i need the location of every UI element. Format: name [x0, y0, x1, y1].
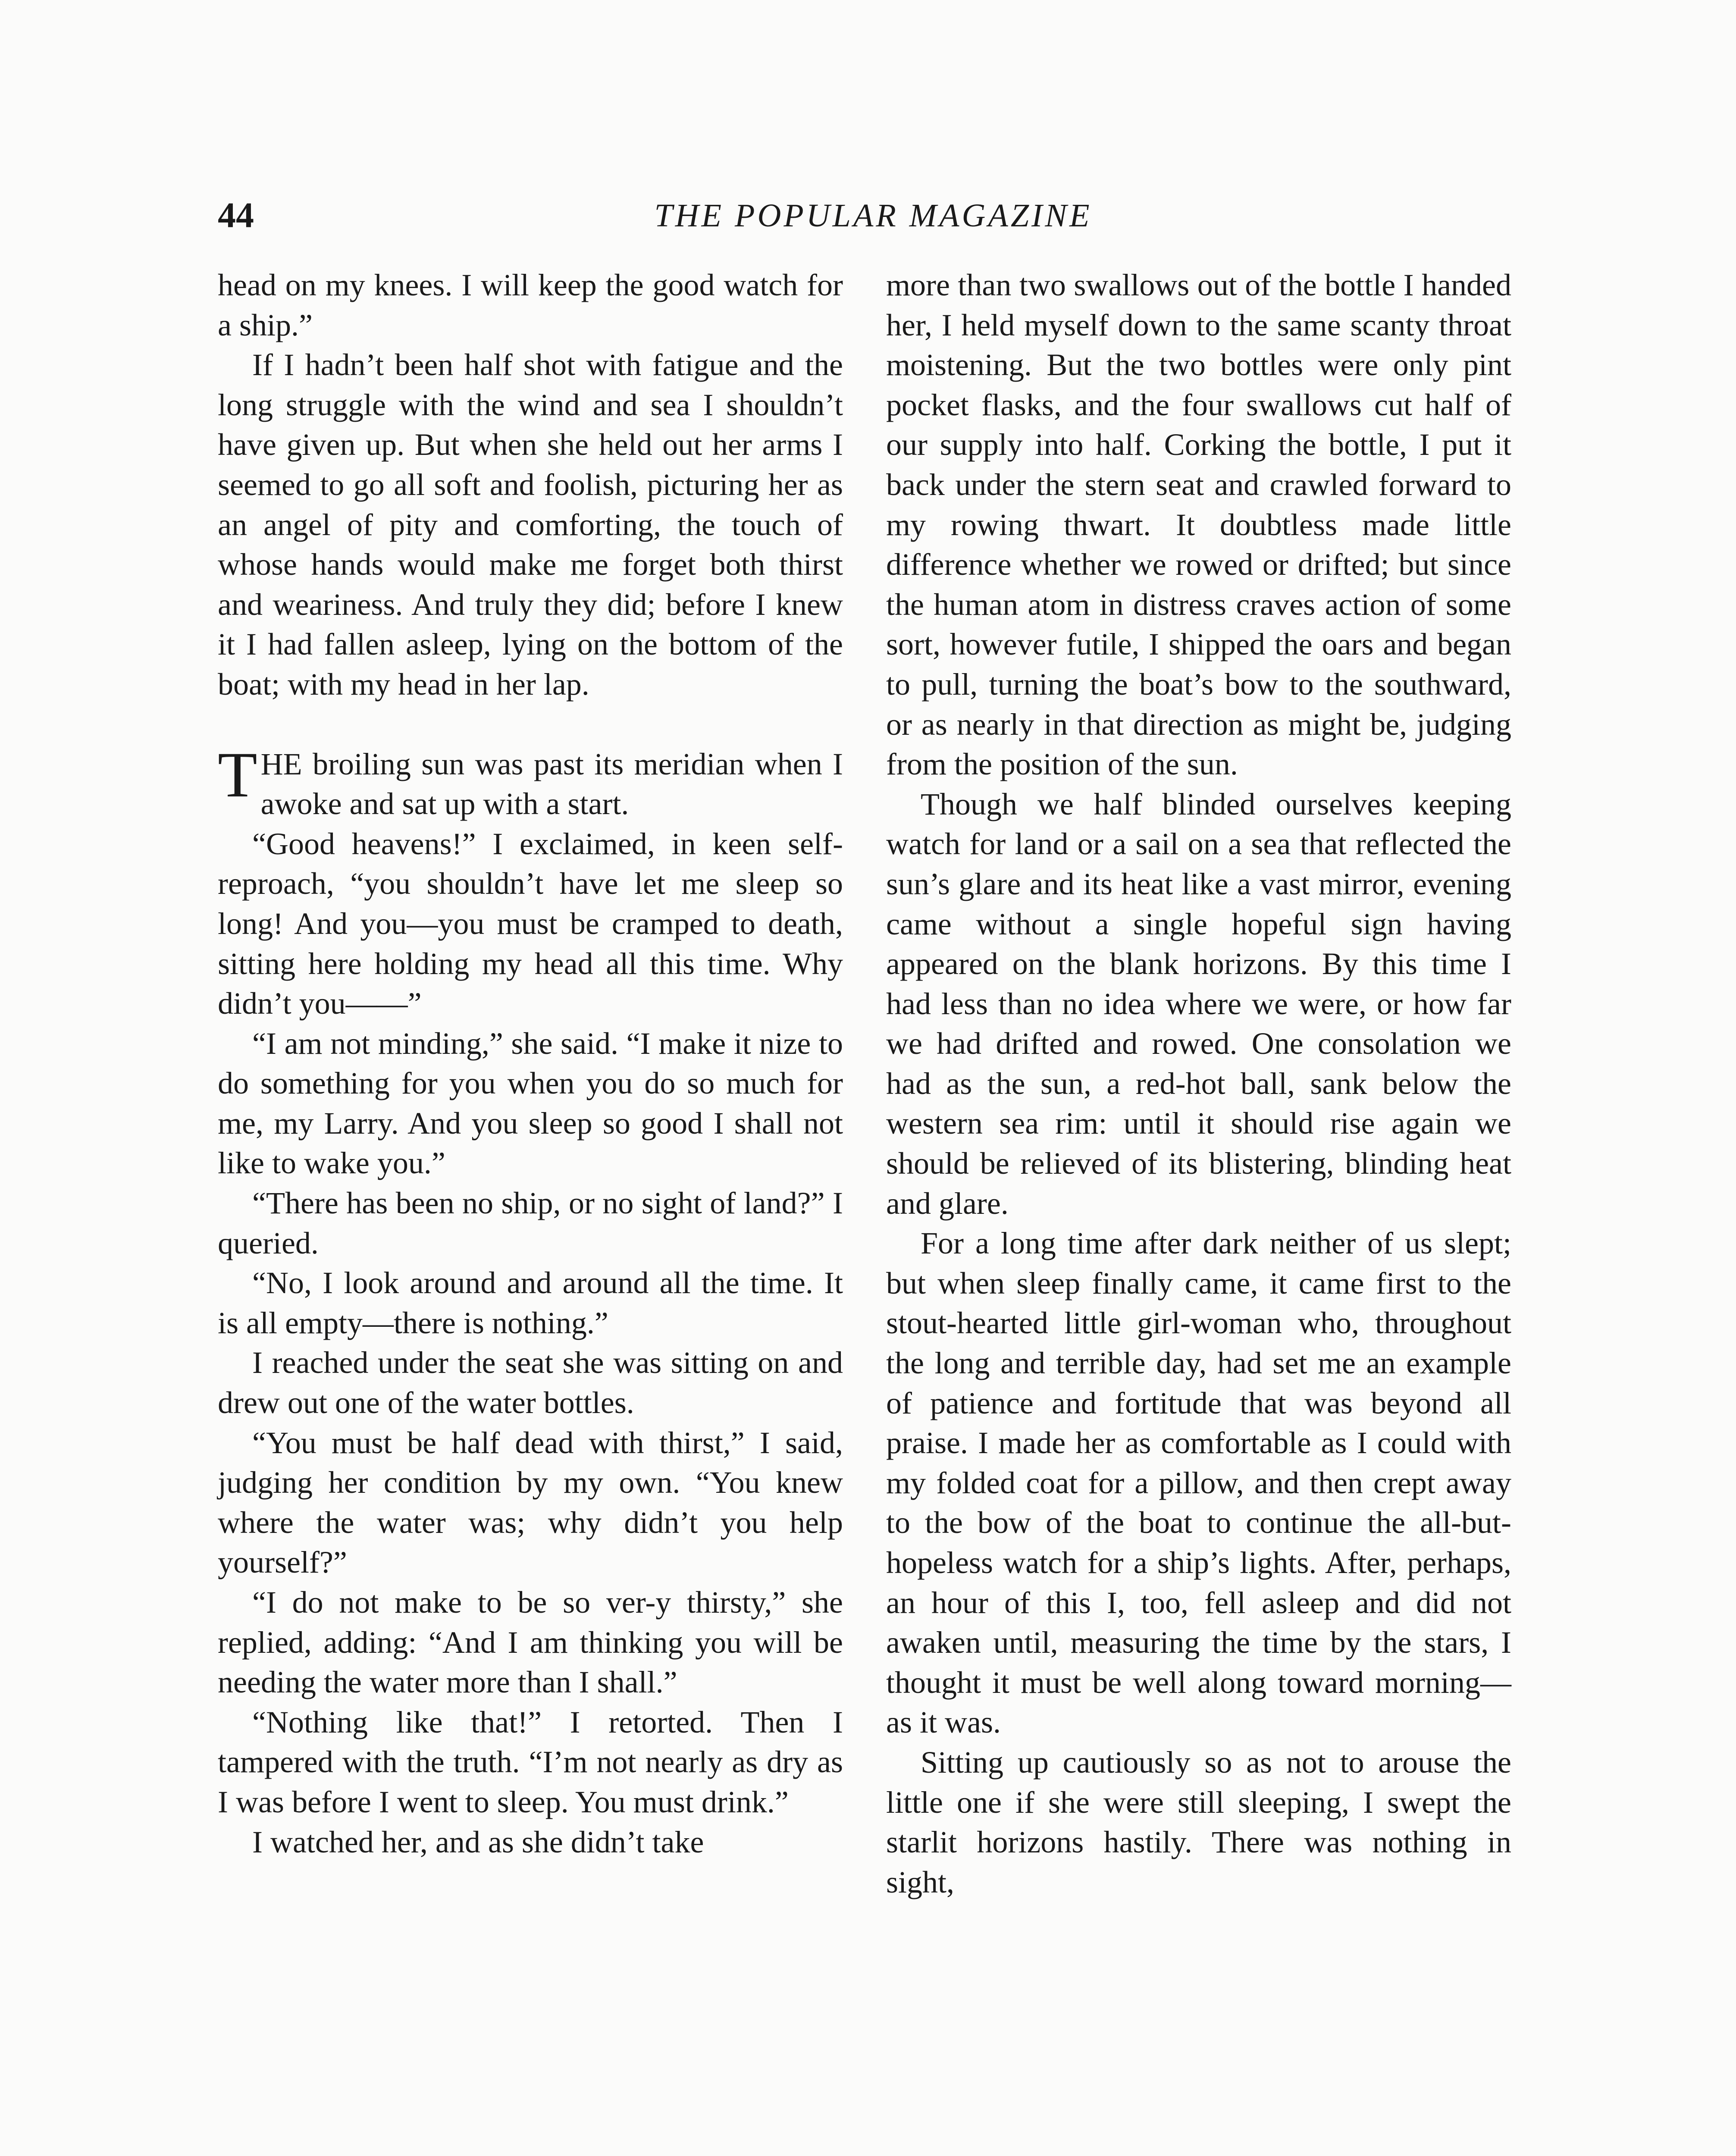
left-column	[218, 265, 843, 1862]
paragraph: more than two swallows out of the bottle I handed her, I held myself down to the same scanty throat moistening. But the two bottles were only pint pocket flasks, and the four swallows cut half of our supply into half. Corking the bottle, I put it back under the stern seat and crawled forward to my rowing thwart. It doubtless made little difference whether we rowed or drifted; but since the human atom in distress craves action of some sort, however futile, I shipped the oars and began to pull, turning the boat’s bow to the southward, or as nearly in that direction as might be, judging from the position of the sun.	[886, 268, 1511, 782]
right-column	[886, 265, 1511, 1902]
running-head	[218, 196, 1529, 235]
paragraph: “Nothing like that!” I retorted. Then I tampered with the truth. “I’m not nearly as dry as I was before I went to sleep. You must drink.”	[218, 1705, 843, 1819]
paragraph: If I hadn’t been half shot with fatigue and the long struggle with the wind and sea I shouldn’t have given up. But when she held out her arms I seemed to go all soft and foolish, picturing her as an angel of pity and comforting, the touch of whose hands would make me forget both thirst and weariness. And truly they did; before I knew it I had fallen asleep, lying on the bottom of the boat; with my head in her lap.	[218, 348, 843, 702]
paragraph: “I am not minding,” she said. “I make it nize to do something for you when you do so much for me, my Larry. And you sleep so good I shall not like to wake you.”	[218, 1026, 843, 1181]
paragraph: head on my knees. I will keep the good watch for a ship.”	[218, 268, 843, 342]
paragraph: “I do not make to be so ver-y thirsty,” she replied, adding: “And I am thinking you will be needing the water more than I shall.”	[218, 1585, 843, 1700]
magazine-title: THE POPULAR MAGAZINE	[654, 197, 1092, 234]
paragraph: I watched her, and as she didn’t take	[252, 1824, 704, 1859]
page-number: 44	[218, 195, 254, 235]
paragraph: Sitting up cautiously so as not to arouse the little one if she were still sleeping, I swept the starlit horizons hastily. There was nothing in sight,	[886, 1745, 1511, 1899]
paragraph-text: HE broiling sun was past its meridian when I awoke and sat up with a start.	[260, 746, 843, 821]
paragraph: “There has been no ship, or no sight of land?” I queried.	[218, 1186, 843, 1260]
paragraph: I reached under the seat she was sitting on and drew out one of the water bottles.	[218, 1345, 843, 1420]
paragraph: “Good heavens!” I exclaimed, in keen self-reproach, “you shouldn’t have let me sleep so long! And you—you must be cramped to death, sitting here holding my head all this time. Why didn’t you——”	[218, 826, 843, 1021]
paragraph: Though we half blinded ourselves keeping watch for land or a sail on a sea that reflected the sun’s glare and its heat like a vast mirror, evening came without a single hopeful sign having appeared on the blank horizons. By this time I had less than no idea where we were, or how far we had drifted and rowed. One consolation we had as the sun, a red-hot ball, sank below the western sea rim: until it should rise again we should be relieved of its blistering, blinding heat and glare.	[886, 787, 1511, 1221]
paragraph: “You must be half dead with thirst,” I said, judging her condition by my own. “You knew where the water was; why didn’t you help yourself?”	[218, 1425, 843, 1580]
section-opening-paragraph	[218, 739, 843, 824]
drop-cap: T	[218, 739, 257, 811]
paragraph: For a long time after dark neither of us slept; but when sleep finally came, it came first to the stout-hearted little girl-woman who, throughout the long and terrible day, had set me an example of patience and fortitude that was beyond all praise. I made her as comfortable as I could with my folded coat for a pillow, and then crept away to the bow of the boat to continue the all-but-hopeless watch for a ship’s lights. After, perhaps, an hour of this I, too, fell asleep and did not awaken until, measuring the time by the stars, I thought it must be well along toward morning—as it was.	[886, 1226, 1511, 1740]
paragraph: “No, I look around and around all the time. It is all empty—there is nothing.”	[218, 1266, 843, 1340]
